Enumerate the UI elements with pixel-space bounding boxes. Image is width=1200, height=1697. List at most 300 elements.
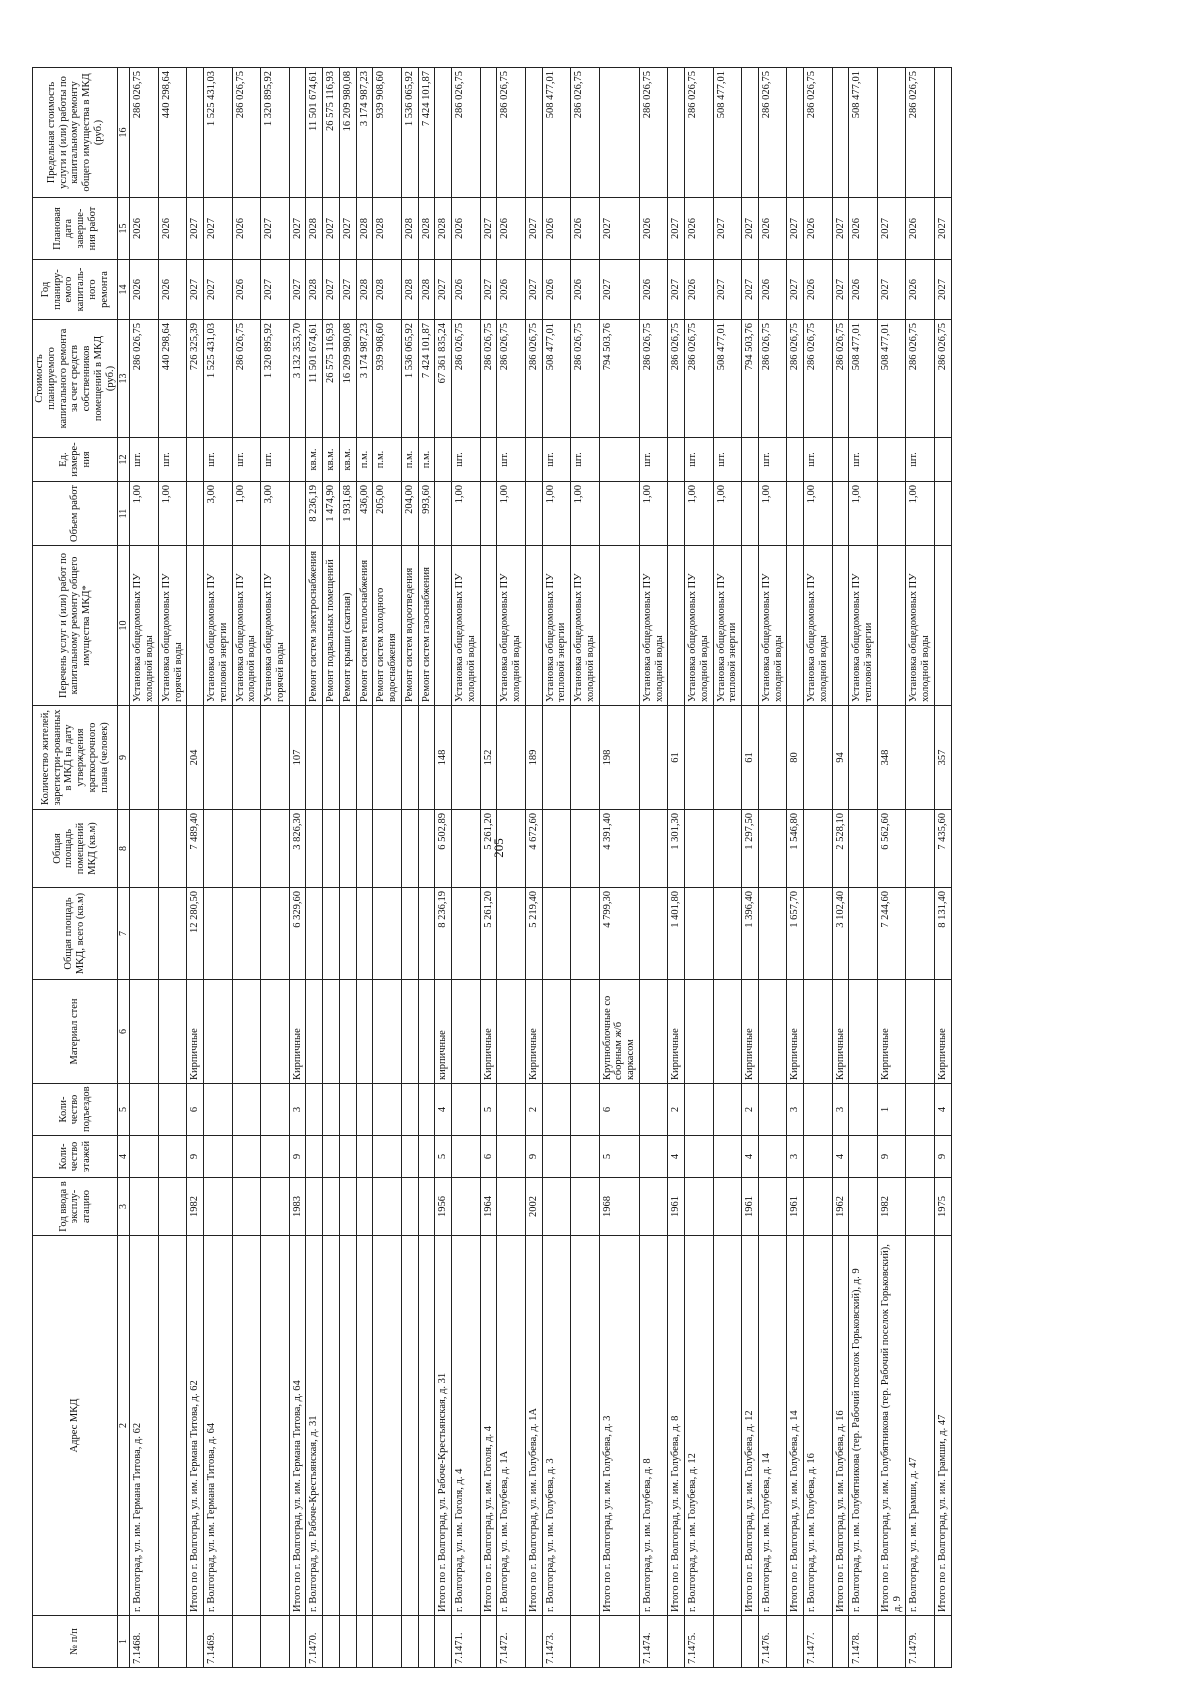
commission-year bbox=[339, 1178, 356, 1236]
column-number-2: 2 bbox=[118, 1236, 130, 1616]
floor-count bbox=[713, 1136, 742, 1178]
wall-material: Кирпичные bbox=[934, 980, 951, 1084]
planned-year: 2027 bbox=[339, 260, 356, 320]
completion-date: 2026 bbox=[849, 198, 878, 260]
total-area: 4 799,30 bbox=[599, 888, 639, 980]
table-row bbox=[158, 68, 187, 1668]
wall-material: Кирпичные bbox=[877, 980, 906, 1084]
commission-year bbox=[713, 1178, 742, 1236]
work-type bbox=[877, 546, 906, 706]
cost-limit: 286 026,75 bbox=[804, 68, 833, 198]
work-type: Установка общедомовых ПУ тепловой энергии bbox=[849, 546, 878, 706]
entrance-count bbox=[232, 1084, 261, 1136]
rooms-area bbox=[542, 810, 571, 888]
column-header-11: Объем работ bbox=[33, 482, 118, 546]
residents-count: 189 bbox=[525, 706, 542, 810]
planned-cost: 286 026,75 bbox=[525, 320, 542, 438]
column-header-3: Год ввода в эксплу-атацию bbox=[33, 1178, 118, 1236]
entrance-count bbox=[204, 1084, 233, 1136]
work-type bbox=[525, 546, 542, 706]
rooms-area bbox=[758, 810, 787, 888]
wall-material bbox=[758, 980, 787, 1084]
unit bbox=[934, 438, 951, 482]
cost-limit bbox=[289, 68, 306, 198]
commission-year bbox=[685, 1178, 714, 1236]
column-number-10: 10 bbox=[118, 546, 130, 706]
work-volume: 436,00 bbox=[356, 482, 373, 546]
residents-count bbox=[758, 706, 787, 810]
cost-limit: 440 298,64 bbox=[158, 68, 187, 198]
cost-limit bbox=[742, 68, 759, 198]
floor-count: 4 bbox=[742, 1136, 759, 1178]
floor-count bbox=[452, 1136, 481, 1178]
entrance-count bbox=[452, 1084, 481, 1136]
total-area: 3 102,40 bbox=[832, 888, 849, 980]
cost-limit: 11 501 674,61 bbox=[306, 68, 323, 198]
completion-date: 2028 bbox=[401, 198, 418, 260]
work-volume: 1,00 bbox=[713, 482, 742, 546]
work-volume: 1,00 bbox=[158, 482, 187, 546]
planned-cost: 286 026,75 bbox=[787, 320, 804, 438]
rooms-area bbox=[130, 810, 159, 888]
cost-limit: 286 026,75 bbox=[130, 68, 159, 198]
rooms-area bbox=[713, 810, 742, 888]
planned-cost: 939 908,60 bbox=[373, 320, 402, 438]
address: г. Волгоград, ул. им. Голубева, д. 16 bbox=[804, 1236, 833, 1616]
cost-limit bbox=[599, 68, 639, 198]
address: Итого по г. Волгоград, ул. им. Германа Титова, д. 62 bbox=[187, 1236, 204, 1616]
cost-limit: 286 026,75 bbox=[906, 68, 935, 198]
work-type bbox=[787, 546, 804, 706]
floor-count bbox=[261, 1136, 290, 1178]
address: г. Волгоград, ул. им. Голубева, д. 12 bbox=[685, 1236, 714, 1616]
floor-count: 9 bbox=[877, 1136, 906, 1178]
planned-cost: 3 132 353,70 bbox=[289, 320, 306, 438]
commission-year bbox=[204, 1178, 233, 1236]
work-type: Ремонт подвальных помещений bbox=[323, 546, 340, 706]
wall-material: Кирпичные bbox=[525, 980, 542, 1084]
entrance-count bbox=[158, 1084, 187, 1136]
unit bbox=[599, 438, 639, 482]
residents-count bbox=[906, 706, 935, 810]
planned-cost: 286 026,75 bbox=[906, 320, 935, 438]
residents-count: 61 bbox=[668, 706, 685, 810]
entrance-count bbox=[339, 1084, 356, 1136]
planned-year: 2028 bbox=[418, 260, 435, 320]
commission-year: 1962 bbox=[832, 1178, 849, 1236]
rooms-area: 7 489,40 bbox=[187, 810, 204, 888]
total-area bbox=[906, 888, 935, 980]
planned-cost: 7 424 101,87 bbox=[418, 320, 435, 438]
total-area bbox=[158, 888, 187, 980]
wall-material bbox=[356, 980, 373, 1084]
planned-cost: 794 503,76 bbox=[599, 320, 639, 438]
wall-material: Крупноблочные со сборным ж/б каркасом bbox=[599, 980, 639, 1084]
row-number: 7.1469. bbox=[204, 1616, 233, 1668]
entrance-count: 6 bbox=[187, 1084, 204, 1136]
planned-year: 2027 bbox=[742, 260, 759, 320]
row-number: 7.1473. bbox=[542, 1616, 571, 1668]
table-row bbox=[323, 68, 340, 1668]
cost-limit: 286 026,75 bbox=[758, 68, 787, 198]
table-row bbox=[571, 68, 600, 1668]
commission-year: 1956 bbox=[435, 1178, 452, 1236]
planned-year: 2027 bbox=[832, 260, 849, 320]
row-number bbox=[787, 1616, 804, 1668]
wall-material: Кирпичные bbox=[742, 980, 759, 1084]
completion-date: 2028 bbox=[356, 198, 373, 260]
column-header-7: Общая площадь МКД, всего (кв.м) bbox=[33, 888, 118, 980]
planned-cost: 1 320 895,92 bbox=[261, 320, 290, 438]
row-number bbox=[158, 1616, 187, 1668]
address: г. Волгоград, ул. им. Голубева, д. 8 bbox=[639, 1236, 668, 1616]
planned-year: 2027 bbox=[435, 260, 452, 320]
planned-year: 2026 bbox=[906, 260, 935, 320]
entrance-count: 5 bbox=[480, 1084, 497, 1136]
work-type bbox=[668, 546, 685, 706]
total-row bbox=[435, 68, 452, 1668]
residents-count bbox=[356, 706, 373, 810]
cost-limit: 286 026,75 bbox=[571, 68, 600, 198]
residents-count: 94 bbox=[832, 706, 849, 810]
floor-count: 5 bbox=[599, 1136, 639, 1178]
table-row bbox=[497, 68, 526, 1668]
total-area bbox=[356, 888, 373, 980]
address: Итого по г. Волгоград, ул. им. Гоголя, д. 4 bbox=[480, 1236, 497, 1616]
column-number-13: 13 bbox=[118, 320, 130, 438]
address: г. Волгоград, ул. им. Грамши, д. 47 bbox=[906, 1236, 935, 1616]
column-number-5: 5 bbox=[118, 1084, 130, 1136]
cost-limit: 1 536 065,92 bbox=[401, 68, 418, 198]
total-area bbox=[849, 888, 878, 980]
entrance-count bbox=[906, 1084, 935, 1136]
unit: шт. bbox=[758, 438, 787, 482]
rooms-area bbox=[849, 810, 878, 888]
wall-material: Кирпичные bbox=[480, 980, 497, 1084]
entrance-count bbox=[418, 1084, 435, 1136]
work-volume bbox=[934, 482, 951, 546]
work-volume bbox=[599, 482, 639, 546]
rooms-area: 1 546,80 bbox=[787, 810, 804, 888]
commission-year: 1964 bbox=[480, 1178, 497, 1236]
address bbox=[401, 1236, 418, 1616]
total-area: 8 131,40 bbox=[934, 888, 951, 980]
entrance-count: 2 bbox=[742, 1084, 759, 1136]
planned-year: 2027 bbox=[668, 260, 685, 320]
commission-year bbox=[542, 1178, 571, 1236]
work-volume: 1,00 bbox=[232, 482, 261, 546]
completion-date: 2026 bbox=[232, 198, 261, 260]
total-area: 5 261,20 bbox=[480, 888, 497, 980]
rooms-area bbox=[639, 810, 668, 888]
completion-date: 2026 bbox=[571, 198, 600, 260]
row-number: 7.1472. bbox=[497, 1616, 526, 1668]
wall-material bbox=[685, 980, 714, 1084]
column-header-4: Коли-чество этажей bbox=[33, 1136, 118, 1178]
row-number: 7.1477. bbox=[804, 1616, 833, 1668]
planned-year: 2026 bbox=[571, 260, 600, 320]
cost-limit: 508 477,01 bbox=[542, 68, 571, 198]
unit: п.м. bbox=[356, 438, 373, 482]
table-row bbox=[306, 68, 323, 1668]
planned-cost: 1 525 431,03 bbox=[204, 320, 233, 438]
commission-year bbox=[306, 1178, 323, 1236]
row-number bbox=[571, 1616, 600, 1668]
unit: шт. bbox=[639, 438, 668, 482]
total-area bbox=[306, 888, 323, 980]
work-type: Ремонт систем холодного водоснабжения bbox=[373, 546, 402, 706]
wall-material: Кирпичные bbox=[832, 980, 849, 1084]
work-type: Ремонт систем водоотведения bbox=[401, 546, 418, 706]
table-row bbox=[639, 68, 668, 1668]
entrance-count bbox=[401, 1084, 418, 1136]
commission-year bbox=[323, 1178, 340, 1236]
work-type: Ремонт крыши (скатная) bbox=[339, 546, 356, 706]
address: Итого по г. Волгоград, ул. им. Грамши, д. 47 bbox=[934, 1236, 951, 1616]
completion-date: 2026 bbox=[685, 198, 714, 260]
residents-count: 107 bbox=[289, 706, 306, 810]
column-number-row bbox=[118, 68, 130, 1668]
planned-year: 2026 bbox=[849, 260, 878, 320]
wall-material bbox=[713, 980, 742, 1084]
wall-material bbox=[452, 980, 481, 1084]
total-row bbox=[832, 68, 849, 1668]
row-number: 7.1474. bbox=[639, 1616, 668, 1668]
commission-year bbox=[130, 1178, 159, 1236]
rooms-area bbox=[306, 810, 323, 888]
address: Итого по г. Волгоград, ул. им. Голубева, д. 1А bbox=[525, 1236, 542, 1616]
unit: шт. bbox=[261, 438, 290, 482]
work-type: Установка общедомовых ПУ тепловой энергии bbox=[204, 546, 233, 706]
row-number bbox=[525, 1616, 542, 1668]
rooms-area: 4 672,60 bbox=[525, 810, 542, 888]
residents-count: 80 bbox=[787, 706, 804, 810]
address bbox=[418, 1236, 435, 1616]
unit: шт. bbox=[571, 438, 600, 482]
address: Итого по г. Волгоград, ул. им. Голубева, д. 14 bbox=[787, 1236, 804, 1616]
column-header-13: Стоимость планируемого капитального ремонта за счет средств собственников помещений в МКД (руб.) bbox=[33, 320, 118, 438]
table-row bbox=[452, 68, 481, 1668]
floor-count: 3 bbox=[787, 1136, 804, 1178]
work-volume: 1,00 bbox=[571, 482, 600, 546]
work-volume: 1,00 bbox=[685, 482, 714, 546]
rooms-area: 3 826,30 bbox=[289, 810, 306, 888]
address bbox=[232, 1236, 261, 1616]
floor-count bbox=[130, 1136, 159, 1178]
table-row bbox=[542, 68, 571, 1668]
floor-count: 9 bbox=[934, 1136, 951, 1178]
work-volume bbox=[289, 482, 306, 546]
cost-limit: 1 525 431,03 bbox=[204, 68, 233, 198]
residents-count bbox=[323, 706, 340, 810]
row-number bbox=[289, 1616, 306, 1668]
planned-year: 2026 bbox=[497, 260, 526, 320]
completion-date: 2026 bbox=[906, 198, 935, 260]
column-number-4: 4 bbox=[118, 1136, 130, 1178]
residents-count bbox=[849, 706, 878, 810]
total-area: 7 244,60 bbox=[877, 888, 906, 980]
rooms-area: 2 528,10 bbox=[832, 810, 849, 888]
commission-year bbox=[232, 1178, 261, 1236]
cost-limit: 939 908,60 bbox=[373, 68, 402, 198]
total-area bbox=[452, 888, 481, 980]
entrance-count bbox=[685, 1084, 714, 1136]
rooms-area: 4 391,40 bbox=[599, 810, 639, 888]
address: г. Волгоград, ул. им. Голубева, д. 14 bbox=[758, 1236, 787, 1616]
cost-limit: 26 575 116,93 bbox=[323, 68, 340, 198]
commission-year: 1961 bbox=[742, 1178, 759, 1236]
completion-date: 2026 bbox=[452, 198, 481, 260]
work-type: Установка общедомовых ПУ тепловой энергии bbox=[713, 546, 742, 706]
total-row bbox=[599, 68, 639, 1668]
row-number bbox=[480, 1616, 497, 1668]
unit: кв.м. bbox=[323, 438, 340, 482]
residents-count: 348 bbox=[877, 706, 906, 810]
work-volume bbox=[742, 482, 759, 546]
floor-count bbox=[497, 1136, 526, 1178]
row-number bbox=[668, 1616, 685, 1668]
residents-count bbox=[306, 706, 323, 810]
address: Итого по г. Волгоград, ул. им. Голубева, д. 12 bbox=[742, 1236, 759, 1616]
work-type: Установка общедомовых ПУ тепловой энергии bbox=[542, 546, 571, 706]
address: Итого по г. Волгоград, ул. им. Голубева, д. 3 bbox=[599, 1236, 639, 1616]
row-number: 7.1479. bbox=[906, 1616, 935, 1668]
wall-material: Кирпичные bbox=[787, 980, 804, 1084]
work-volume bbox=[877, 482, 906, 546]
row-number bbox=[356, 1616, 373, 1668]
total-area: 12 280,50 bbox=[187, 888, 204, 980]
total-area bbox=[418, 888, 435, 980]
row-number bbox=[713, 1616, 742, 1668]
unit bbox=[742, 438, 759, 482]
wall-material bbox=[497, 980, 526, 1084]
commission-year: 1982 bbox=[877, 1178, 906, 1236]
unit: шт. bbox=[452, 438, 481, 482]
residents-count bbox=[639, 706, 668, 810]
unit bbox=[877, 438, 906, 482]
floor-count bbox=[158, 1136, 187, 1178]
address: Итого по г. Волгоград, ул. им. Германа Титова, д. 64 bbox=[289, 1236, 306, 1616]
unit bbox=[435, 438, 452, 482]
planned-cost: 286 026,75 bbox=[639, 320, 668, 438]
total-area bbox=[401, 888, 418, 980]
wall-material: Кирпичные bbox=[289, 980, 306, 1084]
commission-year: 2002 bbox=[525, 1178, 542, 1236]
floor-count: 4 bbox=[668, 1136, 685, 1178]
work-type bbox=[435, 546, 452, 706]
floor-count bbox=[356, 1136, 373, 1178]
entrance-count bbox=[758, 1084, 787, 1136]
residents-count: 204 bbox=[187, 706, 204, 810]
work-type bbox=[934, 546, 951, 706]
planned-cost: 286 026,75 bbox=[130, 320, 159, 438]
work-type bbox=[832, 546, 849, 706]
residents-count: 357 bbox=[934, 706, 951, 810]
work-type bbox=[187, 546, 204, 706]
table-row bbox=[849, 68, 878, 1668]
total-row bbox=[525, 68, 542, 1668]
row-number: 7.1475. bbox=[685, 1616, 714, 1668]
completion-date: 2026 bbox=[758, 198, 787, 260]
planned-year: 2026 bbox=[542, 260, 571, 320]
residents-count: 61 bbox=[742, 706, 759, 810]
total-row bbox=[934, 68, 951, 1668]
unit bbox=[480, 438, 497, 482]
planned-year: 2026 bbox=[232, 260, 261, 320]
table-row bbox=[906, 68, 935, 1668]
residents-count bbox=[804, 706, 833, 810]
commission-year bbox=[849, 1178, 878, 1236]
commission-year: 1975 bbox=[934, 1178, 951, 1236]
floor-count bbox=[204, 1136, 233, 1178]
floor-count bbox=[232, 1136, 261, 1178]
rooms-area bbox=[497, 810, 526, 888]
wall-material bbox=[571, 980, 600, 1084]
planned-cost: 726 325,39 bbox=[187, 320, 204, 438]
commission-year bbox=[639, 1178, 668, 1236]
total-area bbox=[232, 888, 261, 980]
residents-count: 198 bbox=[599, 706, 639, 810]
wall-material: Кирпичные bbox=[668, 980, 685, 1084]
commission-year: 1983 bbox=[289, 1178, 306, 1236]
commission-year bbox=[418, 1178, 435, 1236]
planned-year: 2028 bbox=[373, 260, 402, 320]
page-number: 205 bbox=[491, 838, 506, 858]
table-row bbox=[232, 68, 261, 1668]
entrance-count: 6 bbox=[599, 1084, 639, 1136]
work-type: Ремонт систем электроснабжения bbox=[306, 546, 323, 706]
planned-year: 2027 bbox=[934, 260, 951, 320]
residents-count bbox=[261, 706, 290, 810]
column-number-6: 6 bbox=[118, 980, 130, 1084]
residents-count bbox=[571, 706, 600, 810]
table-row bbox=[401, 68, 418, 1668]
entrance-count: 3 bbox=[289, 1084, 306, 1136]
entrance-count bbox=[542, 1084, 571, 1136]
planned-cost: 286 026,75 bbox=[497, 320, 526, 438]
residents-count bbox=[452, 706, 481, 810]
entrance-count bbox=[713, 1084, 742, 1136]
address: г. Волгоград, ул. им. Голубятникова (тер. Рабочий поселок Горьковский), д. 9 bbox=[849, 1236, 878, 1616]
rooms-area bbox=[373, 810, 402, 888]
work-type: Установка общедомовых ПУ холодной воды bbox=[232, 546, 261, 706]
column-header-9: Количество жителей, зарегистри-рованных в МКД на дату утверждения краткосрочного плана (человек) bbox=[33, 706, 118, 810]
column-number-1: 1 bbox=[118, 1616, 130, 1668]
work-type: Установка общедомовых ПУ холодной воды bbox=[452, 546, 481, 706]
cost-limit bbox=[787, 68, 804, 198]
residents-count bbox=[339, 706, 356, 810]
total-area bbox=[542, 888, 571, 980]
planned-year: 2027 bbox=[877, 260, 906, 320]
entrance-count bbox=[356, 1084, 373, 1136]
completion-date: 2027 bbox=[742, 198, 759, 260]
unit: шт. bbox=[804, 438, 833, 482]
planned-cost: 286 026,75 bbox=[452, 320, 481, 438]
column-number-11: 11 bbox=[118, 482, 130, 546]
completion-date: 2027 bbox=[289, 198, 306, 260]
planned-cost: 508 477,01 bbox=[849, 320, 878, 438]
wall-material: Кирпичные bbox=[187, 980, 204, 1084]
completion-date: 2027 bbox=[787, 198, 804, 260]
column-header-6: Материал стен bbox=[33, 980, 118, 1084]
planned-cost: 440 298,64 bbox=[158, 320, 187, 438]
row-number bbox=[232, 1616, 261, 1668]
planned-cost: 286 026,75 bbox=[685, 320, 714, 438]
floor-count bbox=[571, 1136, 600, 1178]
total-area bbox=[339, 888, 356, 980]
table-row bbox=[713, 68, 742, 1668]
cost-limit: 286 026,75 bbox=[497, 68, 526, 198]
